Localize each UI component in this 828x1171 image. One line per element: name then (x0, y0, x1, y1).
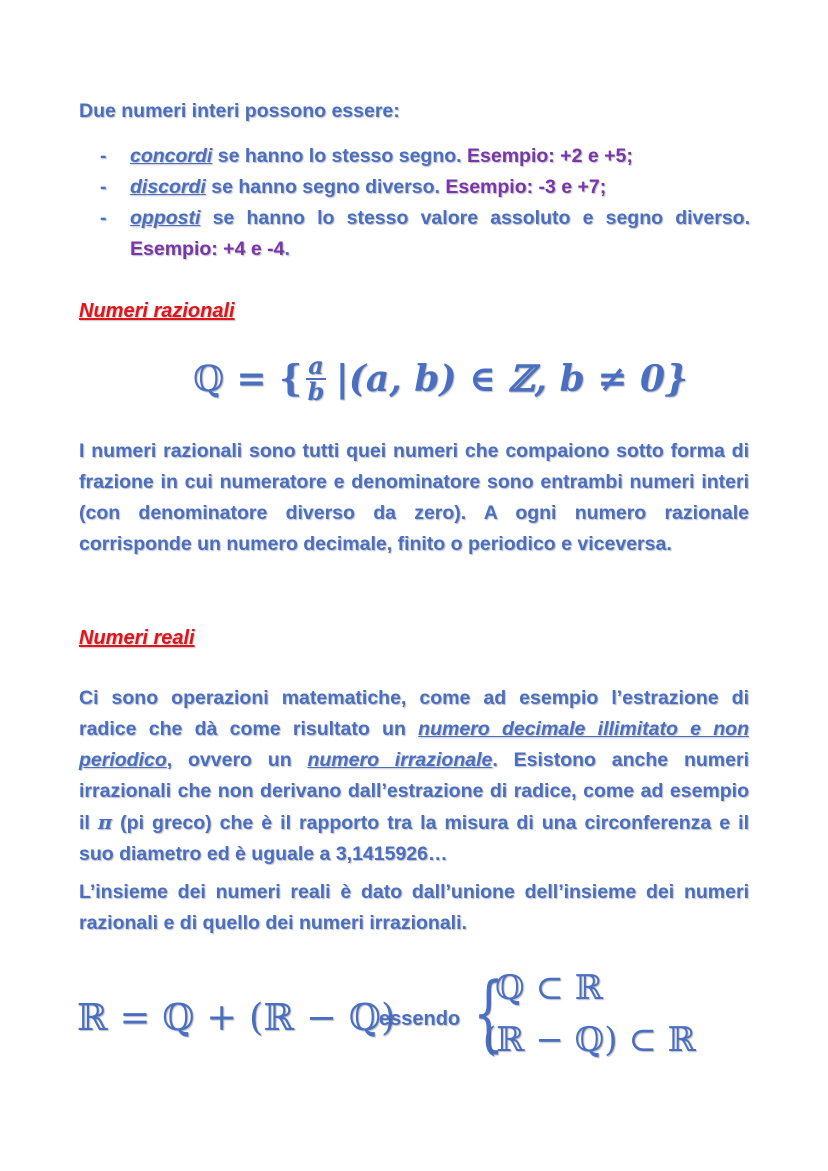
real-text-b: , ovvero un (166, 749, 308, 771)
list-item (100, 203, 750, 265)
term-opposti: opposti (130, 207, 201, 229)
rational-paragraph: I numeri razionali sono tutti quei numeri che compaiono sotto forma di frazione in cui numeratore e denominatore sono entrambi numeri interi (con denominatore diverso da zero). A ogni numero razionale corrisponde un numero decimale, finito o periodico e viceversa. (79, 440, 749, 555)
term-numero-decimale: numero decimale illimitato e non periodico (79, 718, 749, 771)
essendo-label: essendo (379, 1008, 461, 1030)
list-item-end: ; (626, 145, 633, 167)
condition-2: (ℝ − ℚ) ⊂ ℝ (483, 1020, 696, 1060)
term-discordi: discordi (130, 176, 206, 198)
list-item (100, 141, 750, 172)
real-text-d: (pi greco) che è il rapporto tra la misura di una circonferenza e il suo diametro ed è uguale a 3,1415926… (79, 812, 749, 865)
fraction-denominator: b (307, 377, 325, 406)
term-numero-irrazionale: numero irrazionale (307, 749, 493, 771)
rational-set-symbol: ℚ (193, 358, 225, 400)
heading-numeri-reali: Numeri reali (79, 627, 195, 649)
fraction-numerator: a (308, 351, 324, 380)
real-set-formula: ℝ = ℚ + (ℝ − ℚ) (77, 996, 396, 1039)
list-dash: - (100, 207, 107, 229)
list-item-end: . (284, 238, 290, 260)
formula-equals-brace: = { (236, 358, 303, 400)
real-text-c: . Esistono anche numeri irrazionali che non derivano dall’estrazione di radice, come ad esempio il (79, 749, 749, 834)
fraction-a-over-b (306, 351, 326, 406)
real-text-a: Ci sono operazioni matematiche, come ad esempio l’estrazione di radice che dà come risultato un (79, 687, 749, 740)
condition-1: ℚ ⊂ ℝ (495, 968, 603, 1008)
real-paragraph-2: L’insieme dei numeri reali è dato dall’unione dell’insieme dei numeri razionali e di quello dei numeri irrazionali. (79, 881, 749, 934)
rational-set-formula (193, 348, 688, 410)
list-dash: - (100, 176, 107, 198)
integer-pairs-list (100, 141, 750, 265)
real-paragraph-1 (79, 683, 749, 870)
list-item-text: se hanno segno diverso. (205, 176, 440, 198)
list-dash: - (100, 145, 107, 167)
intro-text: Due numeri interi possono essere: (79, 100, 400, 122)
term-concordi: concordi (130, 145, 213, 167)
list-item-end: ; (599, 176, 607, 198)
list-item-text: se hanno lo stesso valore assoluto e segno diverso. (200, 207, 750, 229)
list-item-text: se hanno lo stesso segno. (212, 145, 462, 167)
formula-condition: |(a, b) ∈ ℤ, b ≠ 0} (335, 358, 689, 400)
list-item-example: Esempio: -3 e +7 (445, 176, 600, 198)
pi-symbol: π (97, 811, 113, 834)
system-brace: { (473, 966, 505, 1061)
list-item-example: Esempio: +2 e +5 (467, 145, 627, 167)
heading-numeri-razionali: Numeri razionali (79, 300, 235, 322)
list-item-example: Esempio: +4 e -4 (130, 238, 285, 260)
list-item (100, 172, 750, 203)
